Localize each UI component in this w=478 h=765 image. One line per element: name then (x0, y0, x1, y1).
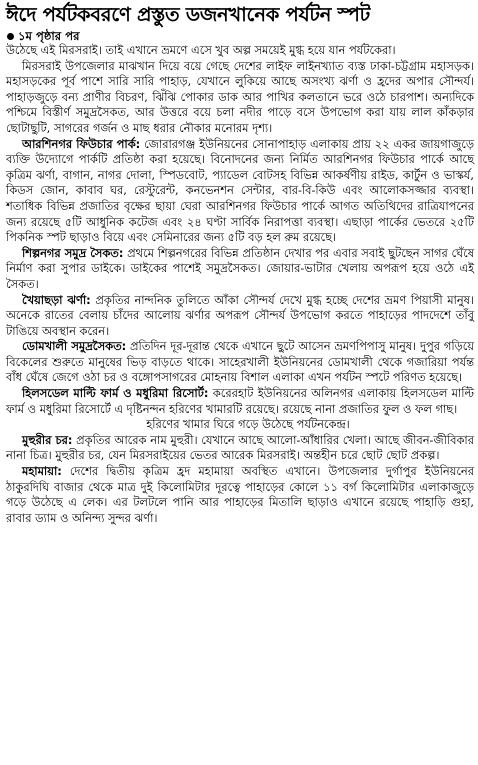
paragraph (6, 293, 474, 340)
paragraph (6, 433, 474, 464)
paragraph-text: প্রকৃতির নান্দনিক তুলিতে আঁকা সৌন্দর্য দেখে মুগ্ধ হচ্ছে দেশের ভ্রমণ পিয়াসী মানুষ। অনেকে রাতের বেলায় চাঁদের আলোয় ঝর্ণার অপরূপ সৌন্দর্য উপভোগ করতে পাহাড়ের পাদদেশে তাঁবু টাঙিয়ে অবস্থান করেন। (6, 292, 474, 338)
continued-from-label: ১ম পৃষ্ঠার পর (18, 29, 80, 43)
bullet-icon (7, 33, 14, 40)
section-subheading: মহামায়া: (22, 464, 62, 479)
paragraph (6, 43, 474, 59)
paragraph-text: উঠেছে এই মিরসরাই। তাই এখানে ভ্রমণে এসে খুব অল্প সময়েই মুগ্ধ হয়ে যান পর্যটকেরা। (6, 43, 396, 57)
article-body (6, 43, 474, 526)
paragraph (6, 59, 474, 137)
paragraph (6, 246, 474, 293)
paragraph-text: প্রথমে শিল্পনগরের বিভিন্ন প্রতিষ্ঠান দেখার পর এবার সবাই ছুটছেন সাগর ঘেঁষে নির্মাণ করা সুপার ডাইকে। ডাইকের পাশেই সমুদ্রসৈকত। জোয়ার-ভাটার খেলায় অপরূপ হয়ে ওঠে এই সৈকত। (6, 245, 474, 291)
paragraph-text: মিরসরাই উপজেলার মাঝখান দিয়ে বয়ে গেছে দেশের লাইফ লাইনখ্যাত ব্যস্ত ঢাকা-চট্টগ্রাম মহাসড়ক। মহাসড়কের পূর্ব পাশে সারি সারি পাহাড়, যেখানে লুকিয়ে আছে অসংখ্য ঝর্ণা ও হ্রদের অপার সৌন্দর্য। পাহাড়জুড়ে বন্য প্রাণীর বিচরণ, ঝিঁঝি পোকার ডাক আর পাখির কলতানে ভরে ওঠে চারপাশ। অন্যদিকে পশ্চিমে বিস্তীর্ণ সমুদ্রসৈকত, আর উত্তরে বয়ে চলা নদীর পাড়ে বসে উপভোগ করা যায় লাল কাঁকড়ার ছোটাছুটি, সাগরের গর্জন ও মাছ ধরার নৌকার মনোরম দৃশ্য। (6, 58, 474, 135)
section-subheading: হিলসডেল মাল্টি ফার্ম ও মধুরিমা রিসোর্ট: (22, 386, 209, 401)
paragraph-text: হরিণের খামার ঘিরে গড়ে উঠেছে পর্যটনকেন্দ্র। (146, 417, 350, 432)
paragraph-text: জোরারগঞ্জ ইউনিয়নের সোনাপাহাড় এলাকায় প্রায় ২২ একর জায়গাজুড়ে ব্যক্তি উদ্যোগে পার্কটি প্রতিষ্ঠা করা হয়েছে। বিনোদনের জন্য নির্মিত আরশিনগর ফিউচার পার্কে আছে কৃত্রিম ঝর্ণা, বাগান, নাগর দোলা, স্পিডবোট, প্যাডেল বোটসহ বিভিন্ন আকর্ষণীয় রাইড, কার্টুন ও ভাস্কর্য, কিডস জোন, কাবাব ঘর, রেস্টুরেন্ট, কনভেনশন সেন্টার, বার-বি-কিউ এবং আলোকসজ্জার ব্যবস্থা। শতাধিক বিভিন্ন প্রজাতির বৃক্ষের ছায়া ঘেরা আরশিনগর ফিউচার পার্কে আগত অতিথিদের রাত্রিযাপনের জন্য রয়েছে ৫টি আধুনিক কটেজ এবং ২৪ ঘণ্টা সার্বিক নিরাপত্তা ব্যবস্থা। এছাড়া পার্কের ভেতরে ২৫টি পিকনিক স্পট ছাড়াও বিয়ে এবং সেমিনারের জন্য ৫টি বড় হল রুম রয়েছে। (6, 136, 474, 245)
section-subheading: ডোমখালী সমুদ্রসৈকত: (22, 339, 127, 354)
paragraph (6, 339, 474, 386)
paragraph-text: প্রকৃতির আরেক নাম মুহুরী। যেখানে আছে আলো-আঁধারির খেলা। আছে জীবন-জীবিকার নানা চিত্র। মুহুরীর চর, যেন মিরসরাইয়ের ভেতর আরেক মিরসরাই। অন্তহীন চরে ছোট ছোট প্রকল্প। (6, 432, 474, 463)
paragraph-text: প্রতিদিন দূর-দূরান্ত থেকে এখানে ছুটে আসেন ভ্রমণপিপাসু মানুষ। দুপুর গড়িয়ে বিকেলের শুরুতে মানুষের ভিড় বাড়তে থাকে। সাহেরখালী ইউনিয়নের ডোমখালী থেকে গজারিয়া পর্যন্ত বাঁধ ঘেঁষে জেগে ওঠা চর ও বঙ্গোপসাগরের মোহনায় বিশাল এলাকা এখন পর্যটন স্পটে পরিণত হয়েছে। (6, 339, 474, 385)
headline: ঈদে পর্যটকবরণে প্রস্তুত ডজনখানেক পর্যটন স্পট (6, 3, 370, 26)
paragraph (6, 386, 474, 417)
paragraph (6, 417, 474, 433)
section-subheading: খৈয়াছড়া ঝর্ণা: (22, 292, 91, 307)
paragraph-text: দেশের দ্বিতীয় কৃত্রিম হ্রদ মহামায়া অবস্থিত এখানে। উপজেলার দুর্গাপুর ইউনিয়নের ঠাকুরদিঘি বাজার থেকে মাত্র দুই কিলোমিটার দূরত্বে পাহাড়ের কোলে ১১ বর্গ কিলোমিটার এলাকাজুড়ে গড়ে উঠেছে এ লেক। এর টলটলে পানি আর পাহাড়ের মিতালি ছাড়াও এখানে রয়েছে পাহাড়ি গুহা, রাবার ড্যাম ও অনিন্দ্য সুন্দর ঝর্ণা। (6, 464, 474, 525)
section-subheading: আরশিনগর ফিউচার পার্ক: (22, 136, 141, 151)
section-subheading: শিল্পনগর সমুদ্র সৈকত: (22, 245, 124, 260)
paragraph (6, 464, 474, 526)
paragraph (6, 137, 474, 246)
continued-from-line (6, 29, 474, 43)
paragraph-text: করেরহাট ইউনিয়নের অলিনগর এলাকায় হিলসডেল মাল্টি ফার্ম ও মধুরিমা রিসোর্টে এ দৃষ্টিনন্দন হরিণের খামারটি রয়েছে। রয়েছে নানা প্রজাতির ফুল ও ফল গাছ। (6, 386, 474, 416)
section-subheading: মুহুরীর চর: (22, 432, 73, 447)
